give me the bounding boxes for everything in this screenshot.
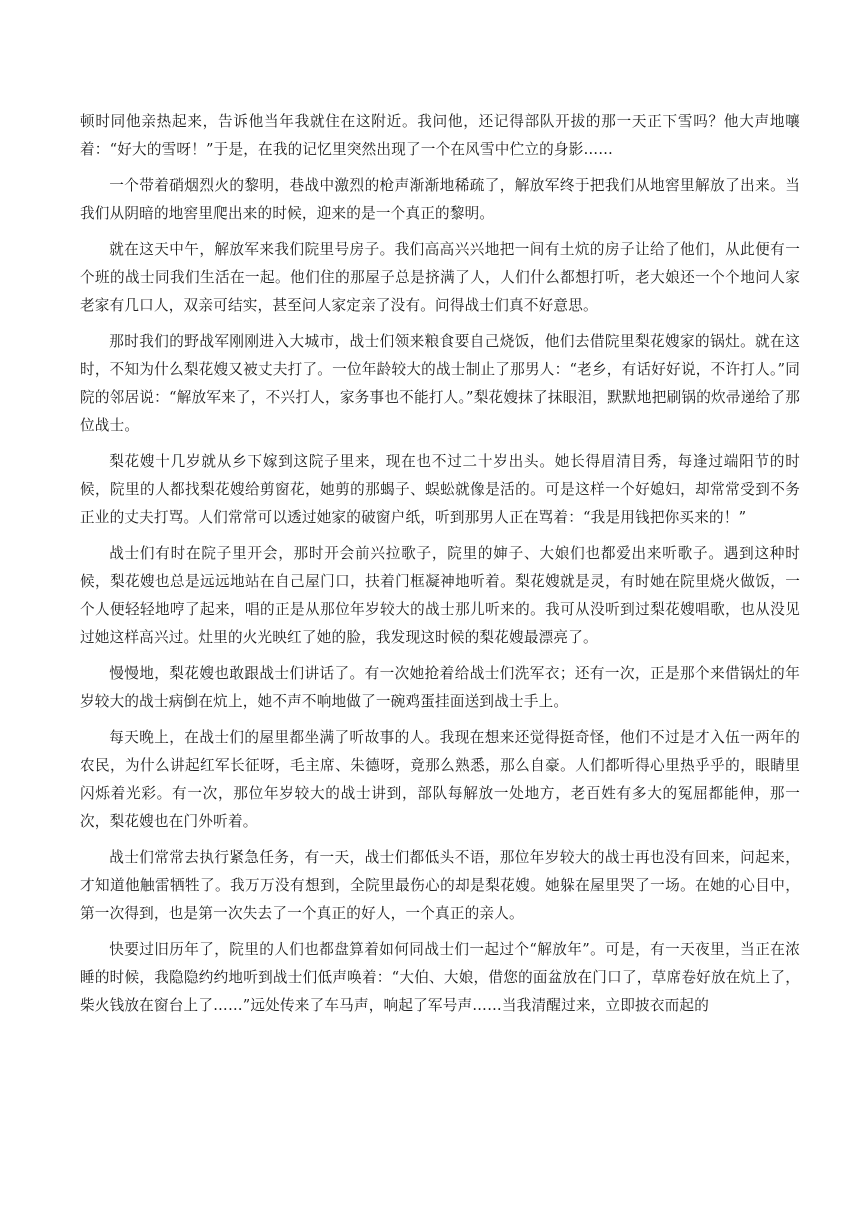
paragraph-2: 一个带着硝烟烈火的黎明，巷战中激烈的枪声渐渐地稀疏了，解放军终于把我们从地窖里解放了出来。当我们从阴暗的地窖里爬出来的时候，迎来的是一个真正的黎明。 (80, 177, 800, 222)
paragraph-7: 慢慢地，梨花嫂也敢跟战士们讲话了。有一次她抢着给战士们洗军衣；还有一次，正是那个来借锅灶的年岁较大的战士病倒在炕上，她不声不响地做了一碗鸡蛋挂面送到战士手上。 (80, 665, 800, 710)
paragraph-8: 每天晚上，在战士们的屋里都坐满了听故事的人。我现在想来还觉得挺奇怪，他们不过是才入伍一两年的农民，为什么讲起红军长征呀，毛主席、朱德呀，竟那么熟悉，那么自豪。人们都听得心里热乎乎的，眼睛里闪烁着光彩。有一次，那位年岁较大的战士讲到，部队每解放一处地方，老百姓有多大的冤屈都能伸，那一次，梨花嫂也在门外听着。 (80, 729, 800, 830)
paragraph-1: 顿时同他亲热起来，告诉他当年我就住在这附近。我问他，还记得部队开拔的那一天正下雪吗？他大声地嚷着：“好大的雪呀！”于是，在我的记忆里突然出现了一个在风雪中伫立的身影…… (80, 113, 800, 158)
paragraph-10: 快要过旧历年了，院里的人们也都盘算着如何同战士们一起过个“解放年”。可是，有一天夜里，当正在浓睡的时候，我隐隐约约地听到战士们低声唤着：“大伯、大娘，借您的面盆放在门口了，草席卷好放在炕上了，柴火钱放在窗台上了……”远处传来了车马声，响起了军号声……当我清醒过来，立即披衣而起的 (80, 941, 800, 1014)
paragraph-4: 那时我们的野战军刚刚进入大城市，战士们领来粮食要自己烧饭，他们去借院里梨花嫂家的锅灶。就在这时，不知为什么梨花嫂又被丈夫打了。一位年龄较大的战士制止了那男人：“老乡，有话好好说，不许打人。”同院的邻居说：“解放军来了，不兴打人，家务事也不能打人。”梨花嫂抹了抹眼泪，默默地把刷锅的炊帚递给了那位战士。 (80, 333, 800, 434)
paragraph-6: 战士们有时在院子里开会，那时开会前兴拉歌子，院里的婶子、大娘们也都爱出来听歌子。遇到这种时候，梨花嫂也总是远远地站在自己屋门口，扶着门框凝神地听着。梨花嫂就是灵，有时她在院里烧火做饭，一个人便轻轻地哼了起来，唱的正是从那位年岁较大的战士那儿听来的。我可从没听到过梨花嫂唱歌，也从没见过她这样高兴过。灶里的火光映红了她的脸，我发现这时候的梨花嫂最漂亮了。 (80, 545, 800, 646)
document-page (80, 108, 800, 1028)
paragraph-5: 梨花嫂十几岁就从乡下嫁到这院子里来，现在也不过二十岁出头。她长得眉清目秀，每逢过端阳节的时候，院里的人都找梨花嫂给剪窗花，她剪的那蝎子、蜈蚣就像是活的。可是这样一个好媳妇，却常常受到不务正业的丈夫打骂。人们常常可以透过她家的破窗户纸，听到那男人正在骂着：“我是用钱把你买来的！” (80, 453, 800, 526)
paragraph-9: 战士们常常去执行紧急任务，有一天，战士们都低头不语，那位年岁较大的战士再也没有回来，问起来，才知道他触雷牺牲了。我万万没有想到，全院里最伤心的却是梨花嫂。她躲在屋里哭了一场。在她的心目中，第一次得到，也是第一次失去了一个真正的好人，一个真正的亲人。 (80, 849, 800, 922)
paragraph-3: 就在这天中午，解放军来我们院里号房子。我们高高兴兴地把一间有土炕的房子让给了他们，从此便有一个班的战士同我们生活在一起。他们住的那屋子总是挤满了人，人们什么都想打听，老大娘还一个个地问人家老家有几口人，双亲可结实，甚至问人家定亲了没有。问得战士们真不好意思。 (80, 241, 800, 314)
